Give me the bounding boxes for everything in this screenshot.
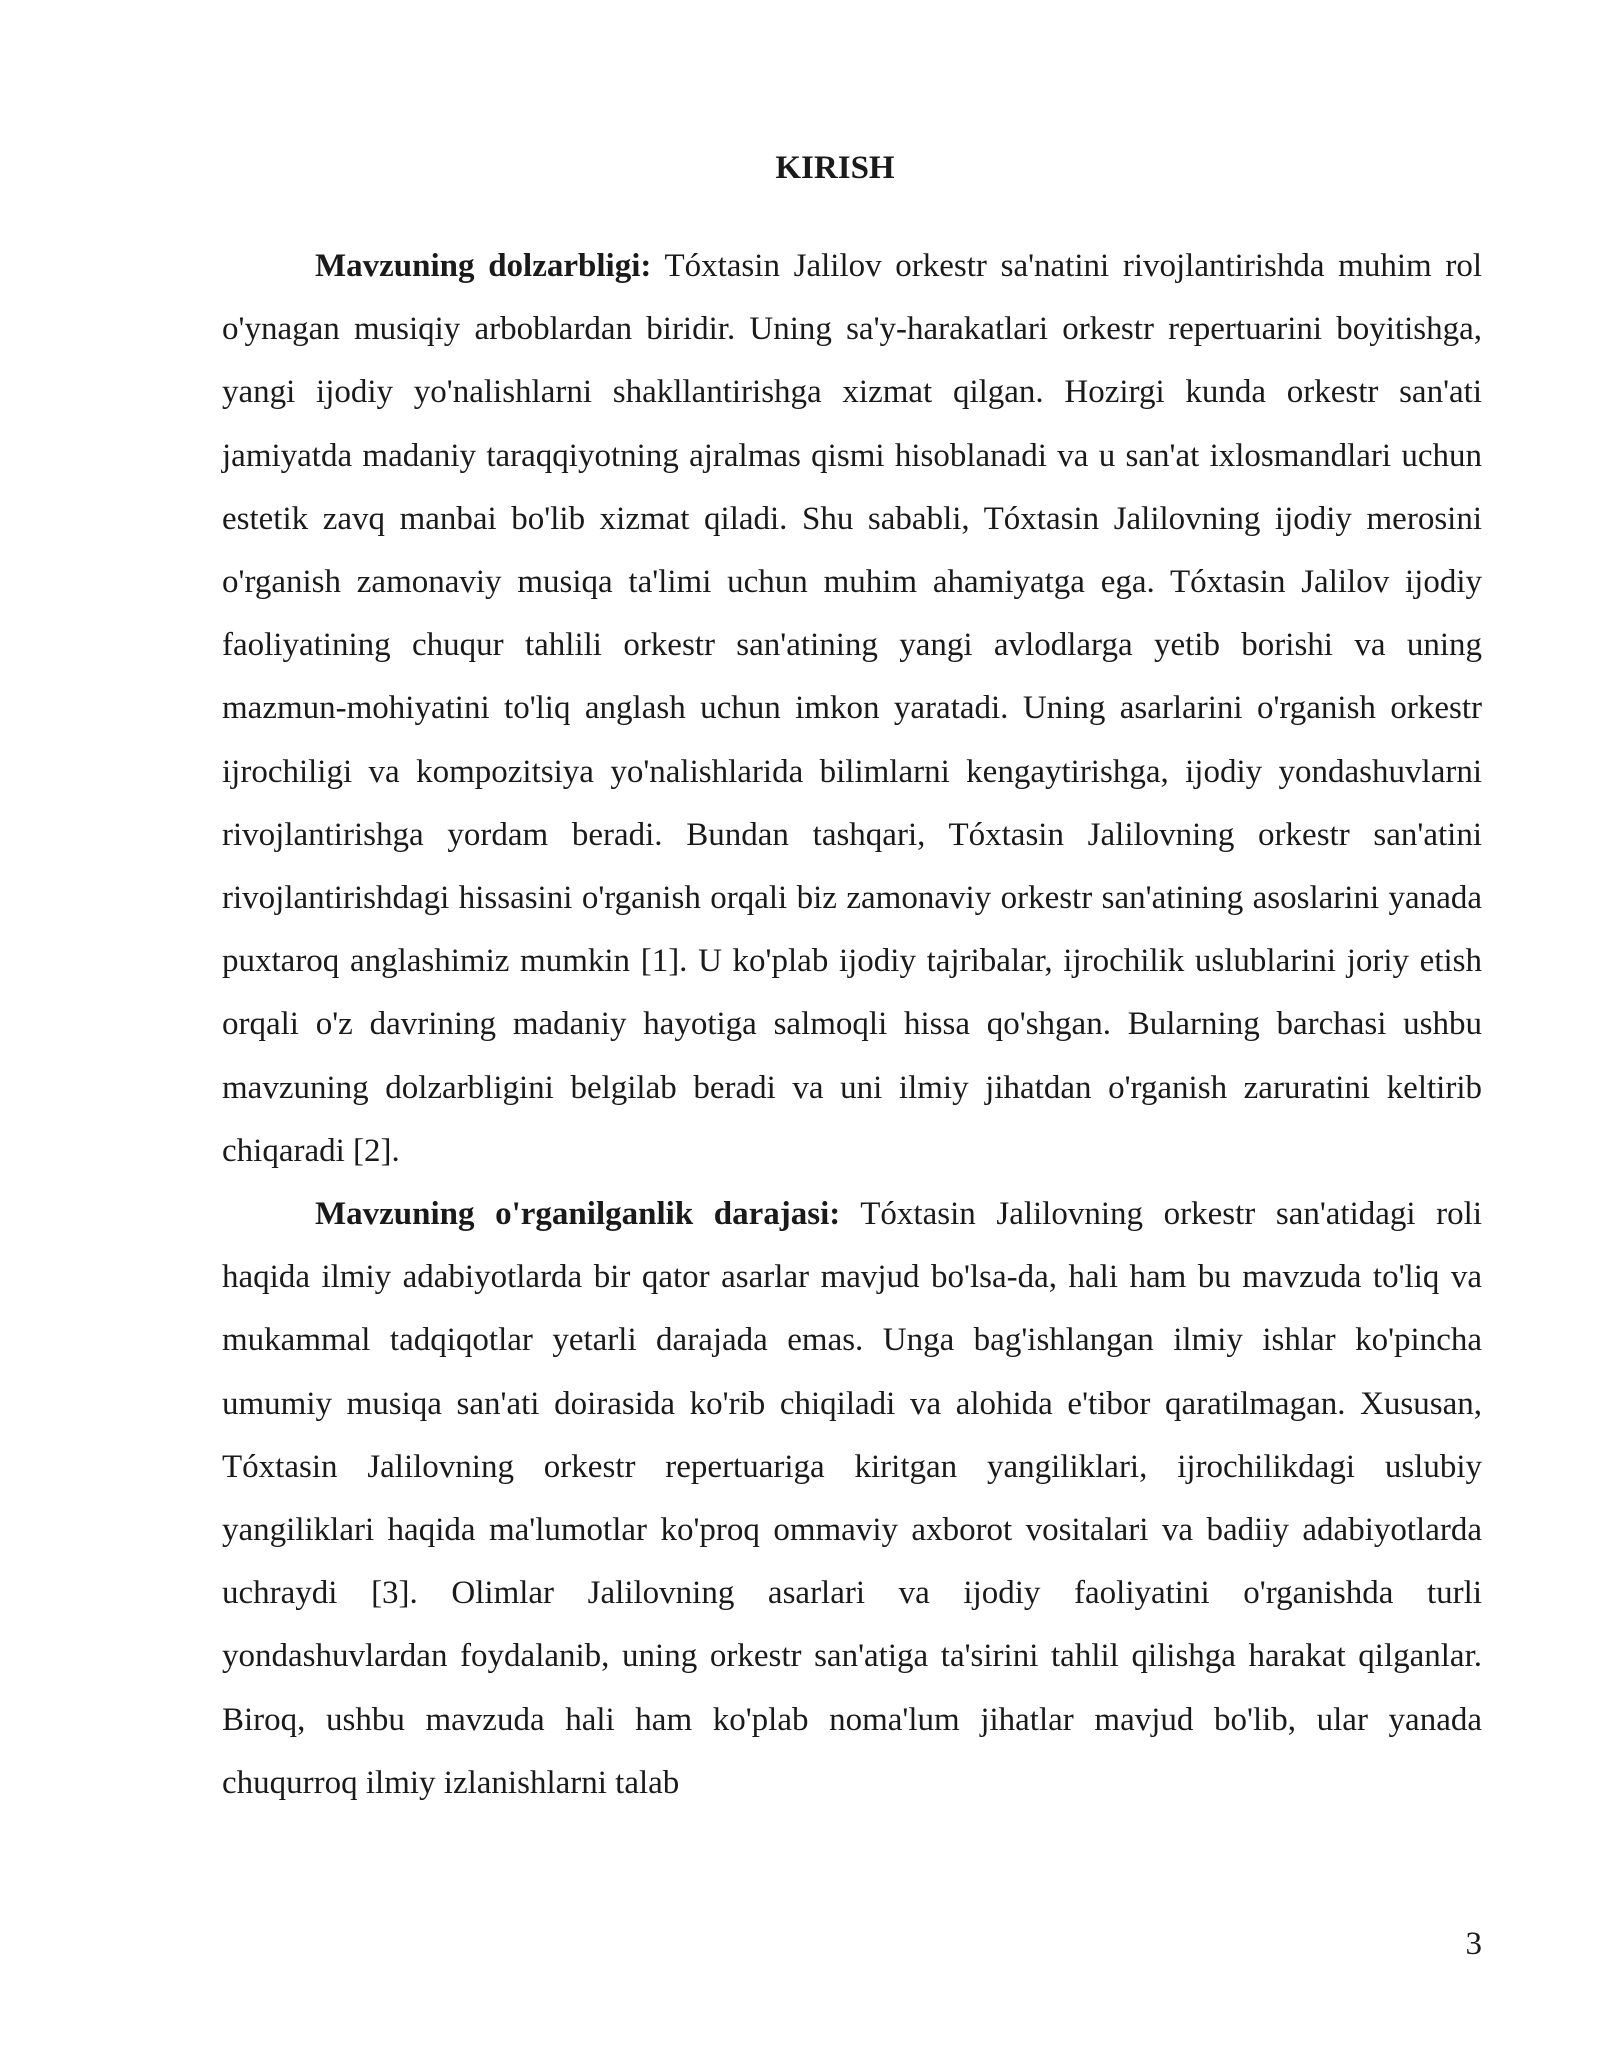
paragraph-label: Mavzuning dolzarbligi: <box>315 248 652 284</box>
paragraph-label: Mavzuning o'rganilganlik darajasi: <box>315 1196 841 1233</box>
paragraph-text: Tóxtasin Jalilov orkestr sa'natini rivojlantirishda muhim rol o'ynagan musiqiy arboblardan biridir. Uning sa'y-harakatlari orkestr repertuarini boyitishga, yangi ijodiy yo'nalishlarni shakllantirishga xizmat qilgan. Hozirgi kunda orkestr san'ati jamiyatda madaniy taraqqiyotning ajralmas qismi hisoblanadi va u san'at ixlosmandlari uchun estetik zavq manbai bo'lib xizmat qiladi. Shu sababli, Tóxtasin Jalilovning ijodiy merosini o'rganish zamonaviy musiqa ta'limi uchun muhim ahamiyatga ega. Tóxtasin Jalilov ijodiy faoliyatining chuqur tahlili orkestr san'atining yangi avlodlarga yetib borishi va uning mazmun-mohiyatini to'liq anglash uchun imkon yaratadi. Uning asarlarini o'rganish orkestr ijrochiligi va kompozitsiya yo'nalishlarida bilimlarni kengaytirishga, ijodiy yondashuvlarni rivojlantirishga yordam beradi. Bundan tashqari, Tóxtasin Jalilovning orkestr san'atini rivojlantirishdagi hissasini o'rganish orqali biz zamonaviy orkestr san'atining asoslarini yanada puxtaroq anglashimiz mumkin [1]. U ko'plab ijodiy tajribalar, ijrochilik uslublarini joriy etish orqali o'z davrining madaniy hayotiga salmoqli hissa qo'shgan. Bularning barchasi ushbu mavzuning dolzarbligini belgilab beradi va uni ilmiy jihatdan o'rganish zaruratini keltirib chiqaradi [2]. <box>222 248 1482 1169</box>
body-text <box>222 235 1482 1815</box>
paragraph-relevance <box>222 235 1482 1183</box>
page-title: KIRISH <box>775 150 895 186</box>
paragraph-text: Tóxtasin Jalilovning orkestr san'atidagi roli haqida ilmiy adabiyotlarda bir qator asarlar mavjud bo'lsa-da, hali ham bu mavzuda to'liq va mukammal tadqiqotlar yetarli darajada emas. Unga bag'ishlangan ilmiy ishlar ko'pincha umumiy musiqa san'ati doirasida ko'rib chiqiladi va alohida e'tibor qaratilmagan. Xususan, Tóxtasin Jalilovning orkestr repertuariga kiritgan yangiliklari, ijrochilikdagi uslubiy yangiliklari haqida ma'lumotlar ko'proq ommaviy axborot vositalari va badiiy adabiyotlarda uchraydi [3]. Olimlar Jalilovning asarlari va ijodiy faoliyatini o'rganishda turli yondashuvlardan foydalanib, uning orkestr san'atiga ta'sirini tahlil qilishga harakat qilganlar. Biroq, ushbu mavzuda hali ham ko'plab noma'lum jihatlar mavjud bo'lib, ular yanada chuqurroq ilmiy izlanishlarni talab <box>222 1196 1483 1801</box>
page-number: 3 <box>1465 1926 1482 1962</box>
paragraph-study-level <box>222 1183 1482 1815</box>
